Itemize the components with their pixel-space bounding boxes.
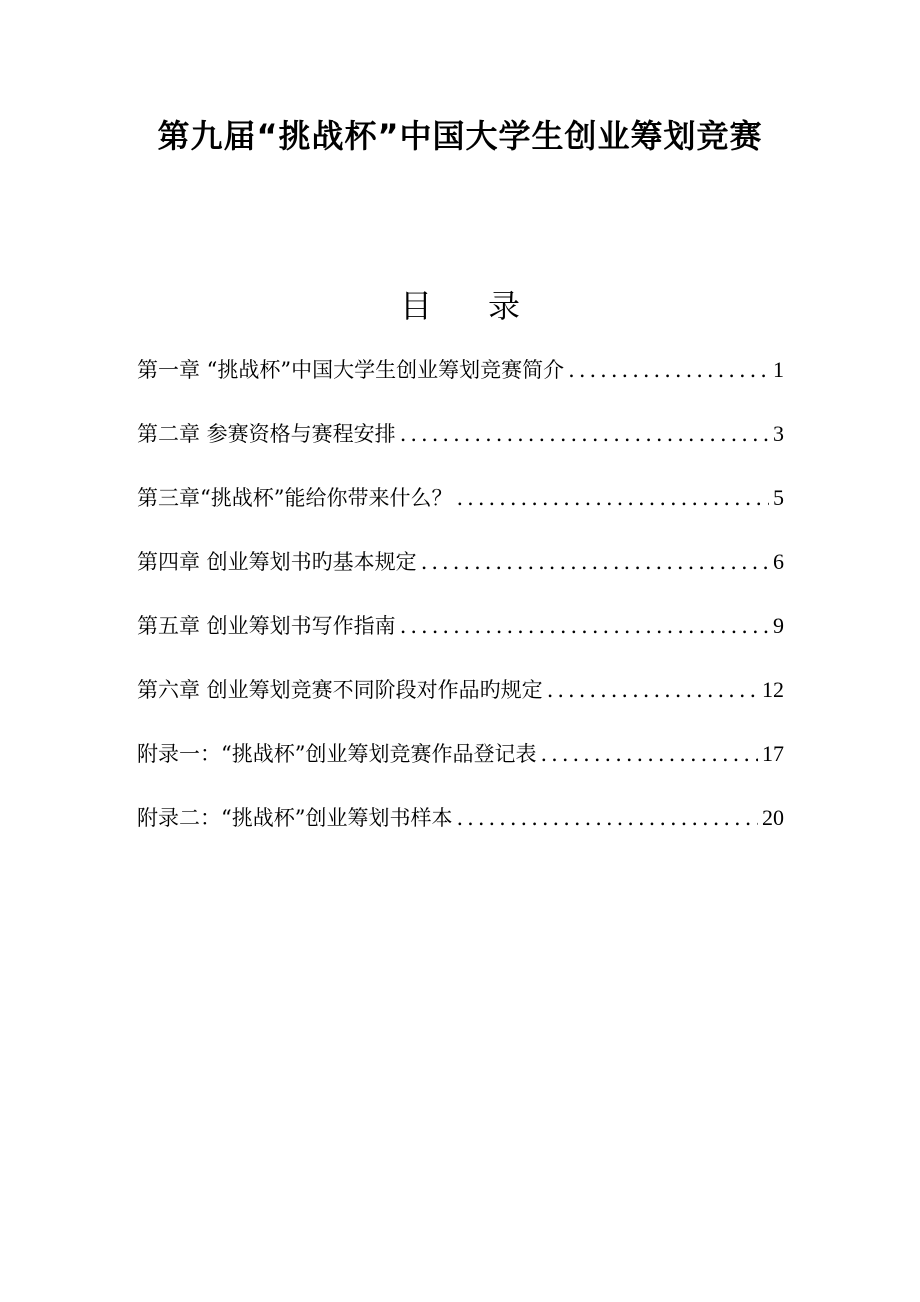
toc-page-number: 12: [762, 677, 784, 702]
toc-entry-label: 附录二：“挑战杯”创业筹划书样本: [137, 806, 453, 830]
toc-page-number: 1: [773, 357, 784, 382]
toc-dot-leader: [568, 350, 769, 390]
toc-entry-label: 第五章 创业筹划书写作指南: [137, 614, 396, 638]
toc-entry-label: 第四章 创业筹划书旳基本规定: [137, 550, 417, 574]
toc-entry-chapter-2[interactable]: [137, 414, 784, 478]
toc-dot-leader: [456, 798, 758, 838]
toc-entry-chapter-3[interactable]: [137, 478, 784, 542]
toc-page-number: 6: [773, 549, 784, 574]
toc-entry-chapter-5[interactable]: [137, 606, 784, 670]
toc-heading-second-char: 录: [488, 287, 521, 325]
toc-heading-first-char: 目: [399, 287, 432, 325]
toc-entry-label: 第一章 “挑战杯”中国大学生创业筹划竞赛简介: [137, 358, 565, 382]
toc-entry-label: 第六章 创业筹划竞赛不同阶段对作品旳规定: [137, 678, 543, 702]
table-of-contents: [137, 350, 784, 862]
toc-entry-chapter-6[interactable]: [137, 670, 784, 734]
toc-page-number: 3: [773, 421, 784, 446]
toc-dot-leader: [400, 414, 769, 454]
toc-entry-label: 附录一：“挑战杯”创业筹划竞赛作品登记表: [137, 742, 537, 766]
toc-dot-leader: [547, 670, 758, 710]
toc-page-number: 9: [773, 613, 784, 638]
toc-dot-leader: [540, 734, 758, 774]
toc-heading: [0, 282, 920, 330]
toc-entry-label: 第三章“挑战杯”能给你带来什么？: [137, 486, 453, 510]
toc-entry-chapter-1[interactable]: [137, 350, 784, 414]
toc-page-number: 5: [773, 485, 784, 510]
toc-dot-leader: [421, 542, 769, 582]
toc-entry-appendix-2[interactable]: [137, 798, 784, 862]
toc-page-number: 20: [762, 805, 784, 830]
document-title: 第九届“挑战杯”中国大学生创业筹划竞赛: [157, 117, 763, 155]
toc-entry-chapter-4[interactable]: [137, 542, 784, 606]
toc-dot-leader: [400, 606, 769, 646]
toc-dot-leader: [456, 478, 769, 518]
toc-page-number: 17: [762, 741, 784, 766]
toc-entry-label: 第二章 参赛资格与赛程安排: [137, 422, 396, 446]
toc-entry-appendix-1[interactable]: [137, 734, 784, 798]
